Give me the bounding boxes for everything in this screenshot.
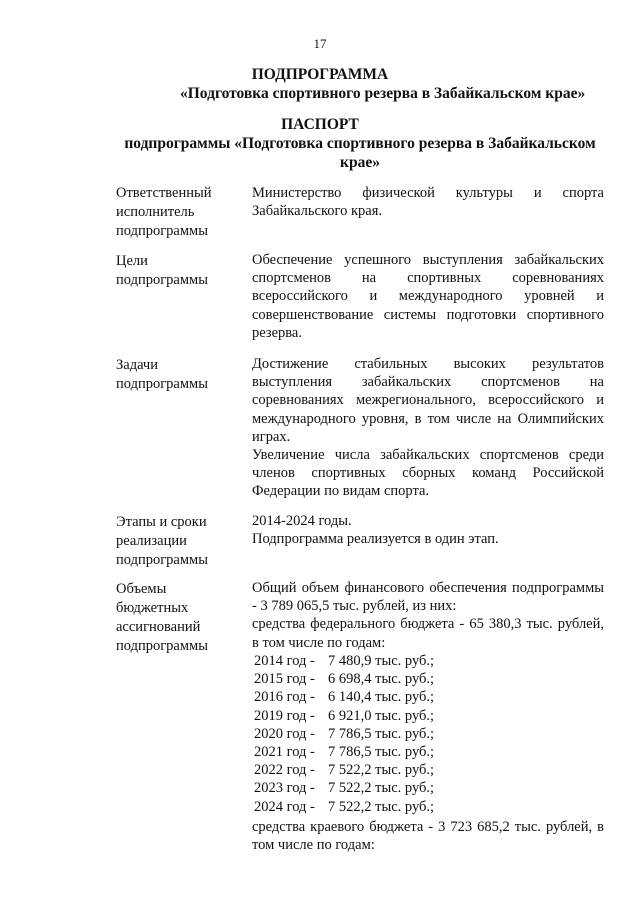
budget-regional: средства краевого бюджета - 3 723 685,2 тыс. рублей, в том числе по годам: [252,819,604,854]
budget-label: Объемы бюджетных ассигнований подпрограммы [116,581,208,654]
year-amount: 7 480,9 тыс. руб.; [328,653,435,669]
federal-budget-row [254,707,434,725]
year-label: 2021 год - [254,743,315,760]
year-label: 2016 год - [254,689,315,706]
federal-budget-row [254,779,434,797]
budget-total [252,579,604,652]
passport-title: ПАСПОРТ [281,116,359,133]
federal-budget-row [254,670,434,688]
page-number: 17 [313,36,327,51]
federal-budget-row [254,743,434,761]
stages-label: Этапы и сроки реализации подпрограммы [116,514,208,568]
year-amount: 6 921,0 тыс. руб.; [328,707,435,724]
tasks-label: Задачи подпрограммы [116,357,208,392]
budget-federal-text: средства федерального бюджета - 65 380,3 тыс. рублей, в том числе по годам: [252,616,604,651]
year-amount: 6 140,4 тыс. руб.; [328,689,435,706]
document-title: ПОДПРОГРАММА [251,66,389,83]
tasks-item: Достижение стабильных высоких результатов выступления забайкальских спортсменов на соревнованиях межрегионального, всероссийского и международного уровня, в том числе на Олимпийских играх. [252,356,604,445]
budget-total-text: Общий объем финансового обеспечения подпрограммы - 3 789 065,5 тыс. рублей, из них: [252,580,604,615]
federal-budget-row [254,761,434,779]
year-label: 2019 год - [254,707,315,724]
stages-value [252,512,604,548]
tasks-value [252,355,604,501]
year-amount: 7 522,2 тыс. руб.; [328,762,435,779]
federal-budget-row [254,725,434,743]
goals-label: Цели подпрограммы [116,253,208,288]
federal-budget-row [254,688,434,706]
stages-note: Подпрограмма реализуется в один этап. [252,531,499,548]
passport-subtitle: подпрограммы «Подготовка спортивного резерва в Забайкальском крае» [124,135,596,171]
federal-budget-row [254,798,434,816]
year-label: 2020 год - [254,725,315,742]
year-amount: 6 698,4 тыс. руб.; [328,671,435,688]
federal-budget-row [254,652,434,670]
year-label: 2014 год - [254,653,315,669]
year-label: 2024 год - [254,798,315,815]
year-amount: 7 786,5 тыс. руб.; [328,725,435,742]
year-label: 2015 год - [254,671,315,688]
year-amount: 7 786,5 тыс. руб.; [328,743,435,760]
goals-value: Обеспечение успешного выступления забайкальских спортсменов на спортивных соревнованиях всероссийского и международного уровней и совершенствование системы подготовки спортивного резерва. [252,252,604,341]
year-amount: 7 522,2 тыс. руб.; [328,798,435,815]
executor-value: Министерство физической культуры и спорта Забайкальского края. [252,185,604,220]
year-amount: 7 522,2 тыс. руб.; [328,780,435,797]
federal-budget-rows [254,652,434,816]
stages-period: 2014-2024 годы. [252,513,352,529]
document-subtitle: «Подготовка спортивного резерва в Забайкальском крае» [180,85,586,102]
year-label: 2022 год - [254,762,315,779]
year-label: 2023 год - [254,780,315,797]
executor-label: Ответственный исполнитель подпрограммы [116,185,212,239]
tasks-item: Увеличение числа забайкальских спортсменов среди членов спортивных сборных команд Российской Федерации по видам спорта. [252,447,604,500]
